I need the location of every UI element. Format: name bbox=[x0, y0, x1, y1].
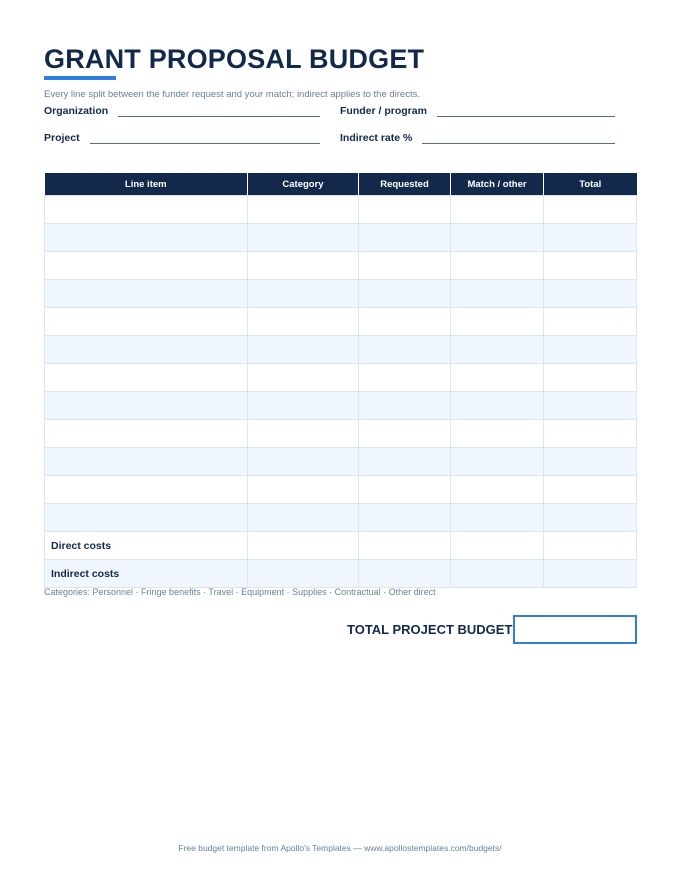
cell-line-item[interactable] bbox=[45, 336, 248, 364]
cell-line-item[interactable]: Indirect costs bbox=[45, 560, 248, 588]
budget-table-body bbox=[45, 196, 637, 588]
indirect-rate-input[interactable] bbox=[422, 133, 615, 144]
cell-category[interactable] bbox=[248, 560, 359, 588]
project-field[interactable] bbox=[44, 132, 320, 144]
table-row bbox=[45, 224, 637, 252]
cell-requested[interactable] bbox=[359, 476, 451, 504]
indirect-rate-field[interactable] bbox=[340, 132, 615, 144]
cell-total[interactable] bbox=[544, 336, 637, 364]
budget-table bbox=[44, 173, 637, 588]
cell-match-other[interactable] bbox=[451, 336, 544, 364]
title-underline bbox=[44, 76, 116, 80]
cell-requested[interactable] bbox=[359, 532, 451, 560]
cell-category[interactable] bbox=[248, 504, 359, 532]
cell-category[interactable] bbox=[248, 392, 359, 420]
table-row bbox=[45, 252, 637, 280]
cell-line-item[interactable] bbox=[45, 476, 248, 504]
cell-line-item[interactable] bbox=[45, 224, 248, 252]
cell-total[interactable] bbox=[544, 364, 637, 392]
indirect-rate-label: Indirect rate % bbox=[340, 132, 413, 144]
cell-category[interactable] bbox=[248, 252, 359, 280]
table-row bbox=[45, 196, 637, 224]
page-title: GRANT PROPOSAL BUDGET bbox=[44, 44, 425, 74]
table-row bbox=[45, 308, 637, 336]
cell-line-item[interactable] bbox=[45, 504, 248, 532]
cell-category[interactable] bbox=[248, 364, 359, 392]
cell-line-item[interactable] bbox=[45, 364, 248, 392]
cell-total[interactable] bbox=[544, 560, 637, 588]
cell-total[interactable] bbox=[544, 448, 637, 476]
total-project-budget-label: TOTAL PROJECT BUDGET bbox=[347, 622, 513, 637]
cell-match-other[interactable] bbox=[451, 308, 544, 336]
column-header-line-item: Line item bbox=[45, 173, 248, 196]
table-row bbox=[45, 364, 637, 392]
cell-category[interactable] bbox=[248, 336, 359, 364]
cell-requested[interactable] bbox=[359, 252, 451, 280]
cell-total[interactable] bbox=[544, 224, 637, 252]
cell-match-other[interactable] bbox=[451, 476, 544, 504]
table-row bbox=[45, 560, 637, 588]
total-project-budget-field[interactable] bbox=[513, 615, 637, 644]
cell-total[interactable] bbox=[544, 280, 637, 308]
cell-line-item[interactable] bbox=[45, 392, 248, 420]
organization-input[interactable] bbox=[118, 106, 320, 117]
cell-requested[interactable] bbox=[359, 560, 451, 588]
column-header-total: Total bbox=[544, 173, 637, 196]
cell-match-other[interactable] bbox=[451, 448, 544, 476]
table-row bbox=[45, 504, 637, 532]
cell-category[interactable] bbox=[248, 280, 359, 308]
page-subtitle: Every line split between the funder request and your match; indirect applies to the directs. bbox=[44, 89, 420, 100]
cell-match-other[interactable] bbox=[451, 280, 544, 308]
cell-match-other[interactable] bbox=[451, 224, 544, 252]
cell-requested[interactable] bbox=[359, 224, 451, 252]
column-header-requested: Requested bbox=[359, 173, 451, 196]
cell-requested[interactable] bbox=[359, 336, 451, 364]
cell-match-other[interactable] bbox=[451, 532, 544, 560]
organization-field[interactable] bbox=[44, 105, 320, 117]
cell-line-item[interactable] bbox=[45, 280, 248, 308]
cell-line-item[interactable] bbox=[45, 252, 248, 280]
cell-line-item[interactable] bbox=[45, 420, 248, 448]
cell-category[interactable] bbox=[248, 448, 359, 476]
cell-match-other[interactable] bbox=[451, 560, 544, 588]
project-label: Project bbox=[44, 132, 80, 144]
funder-program-input[interactable] bbox=[437, 106, 615, 117]
cell-category[interactable] bbox=[248, 224, 359, 252]
cell-total[interactable] bbox=[544, 252, 637, 280]
cell-line-item[interactable]: Direct costs bbox=[45, 532, 248, 560]
cell-match-other[interactable] bbox=[451, 420, 544, 448]
cell-match-other[interactable] bbox=[451, 364, 544, 392]
table-row bbox=[45, 448, 637, 476]
cell-total[interactable] bbox=[544, 420, 637, 448]
cell-category[interactable] bbox=[248, 308, 359, 336]
cell-requested[interactable] bbox=[359, 392, 451, 420]
funder-program-label: Funder / program bbox=[340, 105, 427, 117]
table-row bbox=[45, 392, 637, 420]
table-row bbox=[45, 532, 637, 560]
table-row bbox=[45, 280, 637, 308]
cell-requested[interactable] bbox=[359, 280, 451, 308]
table-row bbox=[45, 336, 637, 364]
cell-requested[interactable] bbox=[359, 448, 451, 476]
cell-match-other[interactable] bbox=[451, 196, 544, 224]
cell-requested[interactable] bbox=[359, 420, 451, 448]
cell-category[interactable] bbox=[248, 420, 359, 448]
cell-match-other[interactable] bbox=[451, 392, 544, 420]
cell-category[interactable] bbox=[248, 196, 359, 224]
footer-credit: Free budget template from Apollo's Templates — www.apollostemplates.com/budgets/ bbox=[178, 843, 502, 853]
cell-requested[interactable] bbox=[359, 308, 451, 336]
funder-program-field[interactable] bbox=[340, 105, 615, 117]
organization-label: Organization bbox=[44, 105, 109, 117]
table-header-row bbox=[45, 173, 637, 196]
cell-total[interactable] bbox=[544, 504, 637, 532]
cell-total[interactable] bbox=[544, 308, 637, 336]
table-row bbox=[45, 420, 637, 448]
table-row bbox=[45, 476, 637, 504]
cell-total[interactable] bbox=[544, 532, 637, 560]
cell-total[interactable] bbox=[544, 196, 637, 224]
column-header-category: Category bbox=[248, 173, 359, 196]
column-header-match-other: Match / other bbox=[451, 173, 544, 196]
cell-line-item[interactable] bbox=[45, 196, 248, 224]
cell-match-other[interactable] bbox=[451, 504, 544, 532]
cell-requested[interactable] bbox=[359, 504, 451, 532]
categories-note: Categories: Personnel · Fringe benefits · Travel · Equipment · Supplies · Contractual · Other direct bbox=[44, 587, 436, 597]
cell-category[interactable] bbox=[248, 476, 359, 504]
project-input[interactable] bbox=[90, 133, 320, 144]
cell-line-item[interactable] bbox=[45, 448, 248, 476]
cell-requested[interactable] bbox=[359, 196, 451, 224]
cell-total[interactable] bbox=[544, 476, 637, 504]
cell-line-item[interactable] bbox=[45, 308, 248, 336]
cell-requested[interactable] bbox=[359, 364, 451, 392]
cell-total[interactable] bbox=[544, 392, 637, 420]
cell-match-other[interactable] bbox=[451, 252, 544, 280]
cell-category[interactable] bbox=[248, 532, 359, 560]
